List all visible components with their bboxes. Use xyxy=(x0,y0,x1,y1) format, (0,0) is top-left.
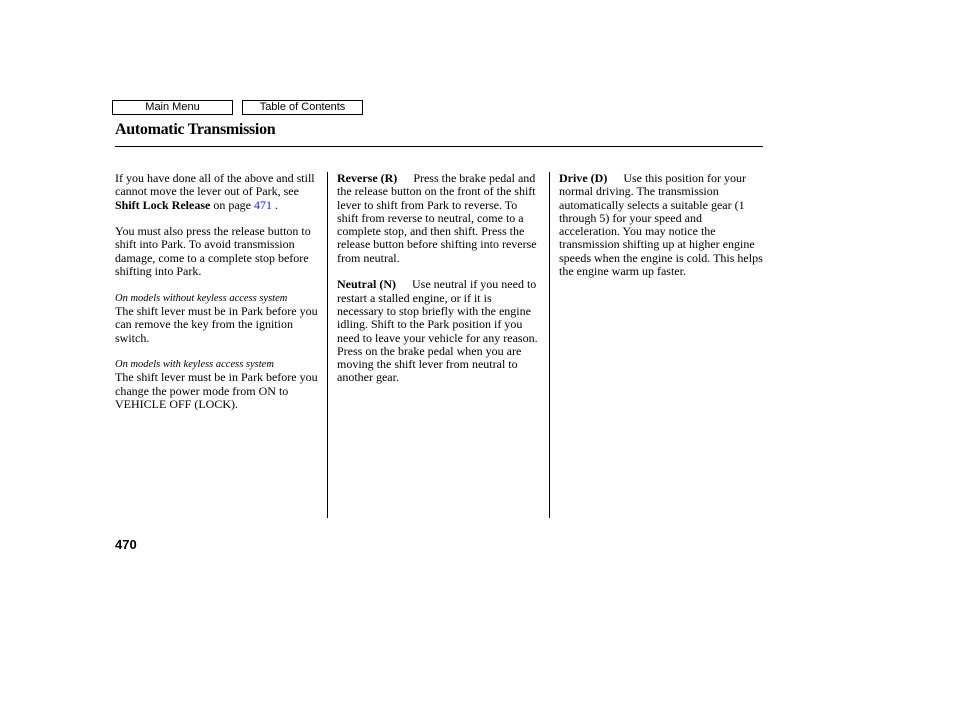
table-of-contents-button[interactable]: Table of Contents xyxy=(242,100,363,115)
paragraph-neutral xyxy=(337,278,540,384)
main-menu-button[interactable]: Main Menu xyxy=(112,100,233,115)
reverse-heading: Reverse (R) xyxy=(337,171,398,185)
page-471-link[interactable]: 471 xyxy=(253,197,272,212)
page-number: 470 xyxy=(115,537,137,552)
neutral-heading: Neutral (N) xyxy=(337,277,396,292)
neutral-text: Use neutral if you need to restart a stalled engine, or if it is necessary to stop briefly with the engine idling. Shift to the Park position if you need to leave your vehicle for any reason. Press on the brake pedal when you are moving the shift lever from neutral to another gear. xyxy=(337,277,538,385)
paragraph-power-mode: The shift lever must be in Park before you change the power mode from ON to VEHICLE OFF (LOCK). xyxy=(115,370,318,412)
condition-without-keyless: On models without keyless access system xyxy=(115,292,288,304)
condition-with-keyless: On models with keyless access system xyxy=(115,359,274,371)
paragraph-text: on page xyxy=(210,197,254,212)
title-divider xyxy=(115,146,763,147)
paragraph-text: If you have done all of the above and still cannot move the lever out of Park, see xyxy=(115,171,315,199)
column-middle xyxy=(337,172,540,385)
reverse-text: Press the brake pedal and the release button on the front of the shift lever to shift from Park to reverse. To shift from reverse to neutral, come to a complete stop, and then shift. Press the release button before shifting into reverse from neutral. xyxy=(337,171,537,265)
page-title: Automatic Transmission xyxy=(115,121,276,138)
paragraph-text: . xyxy=(271,197,278,212)
column-divider xyxy=(549,172,550,518)
drive-text: Use this position for your normal driving. The transmission automatically selects a suitable gear (1 through 5) for your speed and acceleration. You may notice the transmission shifting up at higher engine speeds when the engine is cold. This helps the engine warm up faster. xyxy=(559,171,763,279)
paragraph-shift-lock xyxy=(115,172,321,212)
drive-heading: Drive (D) xyxy=(559,171,608,185)
column-right xyxy=(559,172,765,278)
paragraph-drive xyxy=(559,172,765,278)
paragraph-release-button: You must also press the release button to shift into Park. To avoid transmission damage, come to a complete stop before shifting into Park. xyxy=(115,224,311,279)
paragraph-remove-key: The shift lever must be in Park before you can remove the key from the ignition switch. xyxy=(115,303,318,345)
shift-lock-release-term: Shift Lock Release xyxy=(115,197,211,212)
column-left xyxy=(115,172,321,411)
paragraph-reverse xyxy=(337,172,540,265)
column-divider xyxy=(327,172,328,518)
